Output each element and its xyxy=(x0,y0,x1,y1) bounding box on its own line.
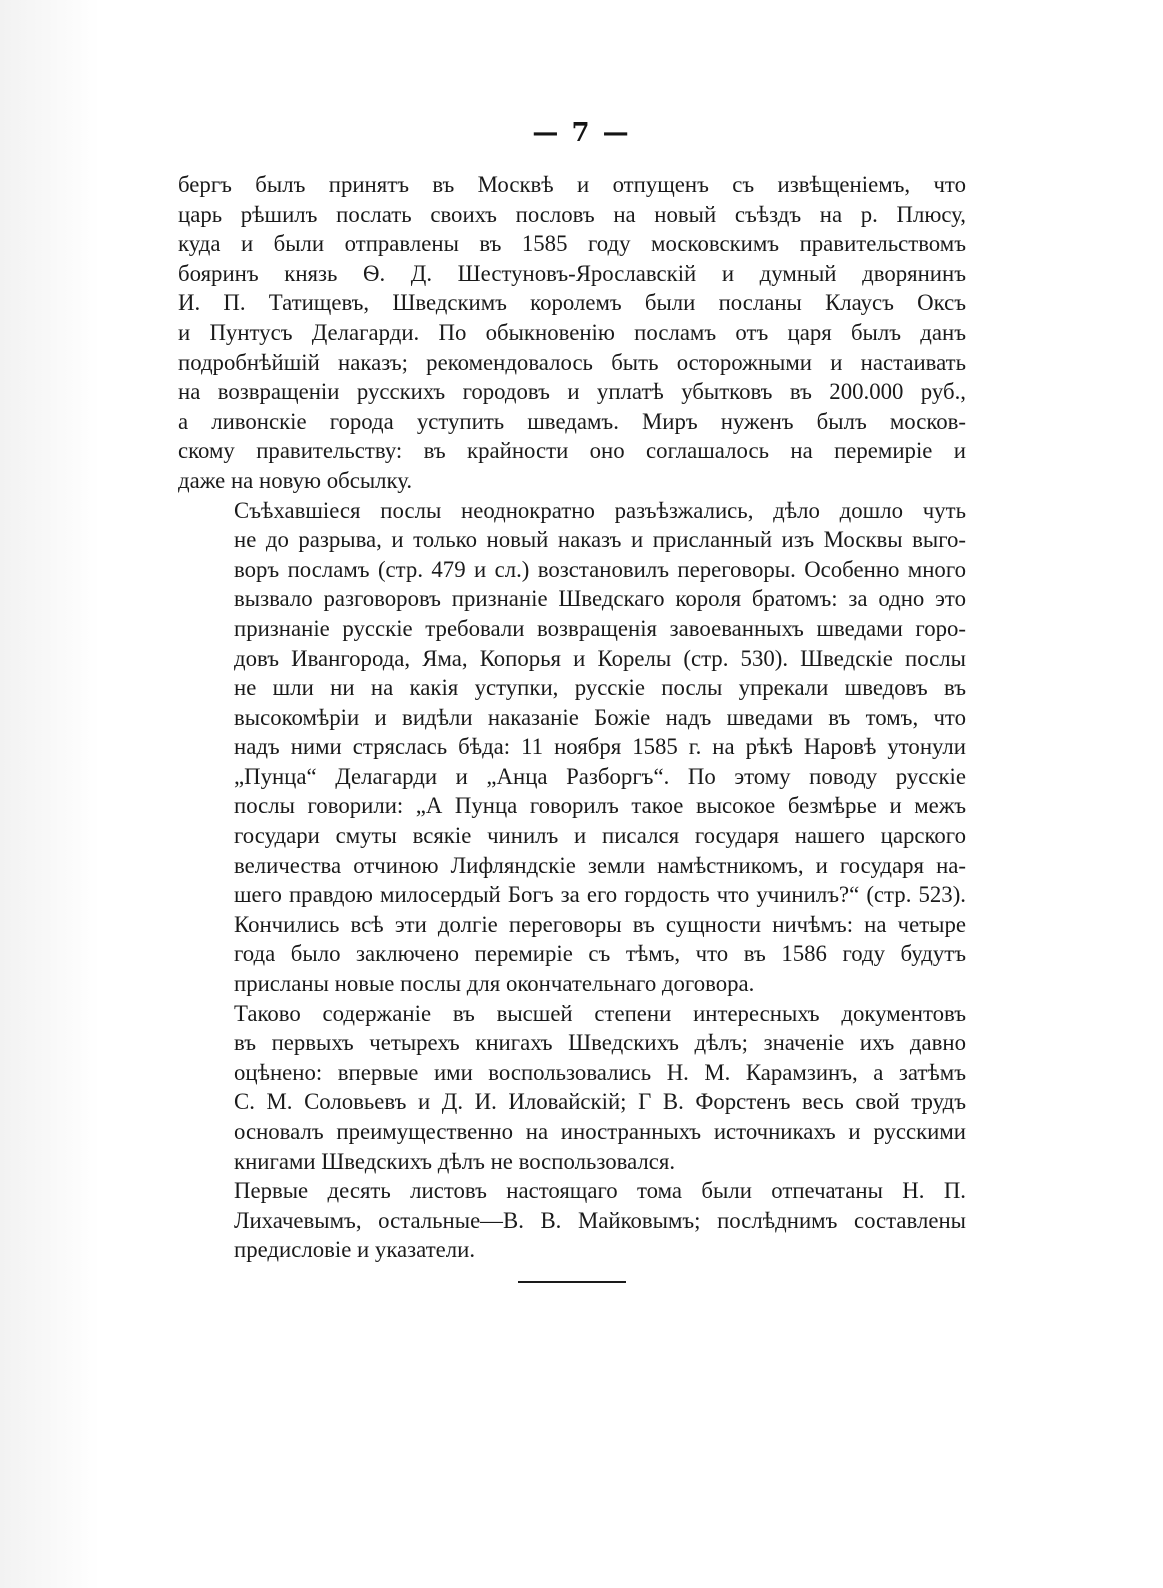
text-line: въ первыхъ четырехъ книгахъ Шведскихъ дѣлъ; значеніе ихъ давно xyxy=(234,1030,966,1056)
text-line: подробнѣйшій наказъ; рекомендовалось быть осторожными и настаивать xyxy=(178,349,966,375)
paragraph-2 xyxy=(178,496,966,999)
text-line: И. П. Татищевъ, Шведскимъ королемъ были посланы Клаусъ Оксъ xyxy=(178,290,966,316)
text-line: даже на новую обсылку. xyxy=(178,467,413,493)
text-line: Таково содержаніе въ высшей степени интересныхъ документовъ xyxy=(234,1000,966,1026)
text-line: на возвращеніи русскихъ городовъ и уплатѣ убытковъ въ 200.000 руб., xyxy=(178,379,966,405)
text-line: вызвало разговоровъ признаніе Шведскаго короля братомъ: за одно это xyxy=(234,586,966,612)
text-line: а ливонскіе города уступить шведамъ. Миръ нуженъ былъ москов- xyxy=(178,408,966,434)
text-line: послы говорили: „А Пунца говорилъ такое высокое безмѣрье и межъ xyxy=(234,793,966,819)
scan-edge-shading xyxy=(0,0,100,1588)
text-line: скому правительству: въ крайности оно соглашалось на перемиріе и xyxy=(178,438,966,464)
text-line: оцѣнено: впервые ими воспользовались Н. М. Карамзинъ, а затѣмъ xyxy=(234,1059,966,1085)
text-line: „Пунца“ Делагарди и „Анца Разборгъ“. По этому поводу русскіе xyxy=(234,763,966,789)
text-line: признаніе русскіе требовали возвращенія завоеванныхъ шведами горо- xyxy=(234,615,966,641)
text-line: книгами Шведскихъ дѣлъ не воспользовался. xyxy=(234,1148,676,1174)
text-line: воръ посламъ (стр. 479 и сл.) возстановилъ переговоры. Особенно много xyxy=(234,556,966,582)
text-line: присланы новые послы для окончательнаго договора. xyxy=(234,971,755,997)
text-line: Лихачевымъ, остальные—В. В. Майковымъ; послѣднимъ составлены xyxy=(234,1207,966,1233)
text-line: Съѣхавшіеся послы неоднократно разъѣзжались, дѣло дошло чуть xyxy=(234,497,966,523)
text-line: царь рѣшилъ послать своихъ пословъ на новый съѣздъ на р. Плюсу, xyxy=(178,201,966,227)
text-line: высокомѣріи и видѣли наказаніе Божіе надъ шведами въ томъ, что xyxy=(234,704,966,730)
paragraph-3 xyxy=(178,999,966,1177)
text-line: не до разрыва, и только новый наказъ и присланный изъ Москвы выго- xyxy=(234,527,966,553)
text-line: куда и были отправлены въ 1585 году московскимъ правительствомъ xyxy=(178,231,966,257)
text-line: бояринъ князь Ѳ. Д. Шестуновъ-Ярославскій и думный дворянинъ xyxy=(178,260,966,286)
text-line: С. М. Соловьевъ и Д. И. Иловайскій; Г В. Форстенъ весь свой трудъ xyxy=(234,1089,966,1115)
text-line: Кончились всѣ эти долгіе переговоры въ сущности ничѣмъ: на четыре xyxy=(234,911,966,937)
paragraph-1 xyxy=(178,170,966,496)
page-number: — 7 — xyxy=(532,118,631,148)
closing-rule xyxy=(518,1281,626,1283)
text-line: основалъ преимущественно на иностранныхъ источникахъ и русскими xyxy=(234,1119,966,1144)
text-line: надъ ними стряслась бѣда: 11 ноября 1585 г. на рѣкѣ Наровѣ утонули xyxy=(234,734,966,760)
text-line: довъ Ивангорода, Яма, Копорья и Корелы (стр. 530). Шведскіе послы xyxy=(234,645,966,671)
text-line: не шли ни на какія уступки, русскіе послы упрекали шведовъ въ xyxy=(234,675,966,701)
text-line: и Пунтусъ Делагарди. По обыкновенію посламъ отъ царя былъ данъ xyxy=(178,319,966,345)
text-line: бергъ былъ принятъ въ Москвѣ и отпущенъ съ извѣщеніемъ, что xyxy=(178,172,966,197)
text-line: шего правдою милосердый Богъ за его гордость что учинилъ?“ (стр. 523). xyxy=(234,882,966,908)
text-line: величества отчиною Лифляндскіе земли намѣстникомъ, и государя на- xyxy=(234,852,966,878)
body-text xyxy=(178,170,966,1265)
text-line: предисловіе и указатели. xyxy=(234,1237,476,1263)
paragraph-4 xyxy=(178,1176,966,1265)
text-line: года было заключено перемиріе съ тѣмъ, что въ 1586 году будутъ xyxy=(234,941,966,967)
text-line: государи смуты всякіе чинилъ и писался государя нашего царского xyxy=(234,823,966,849)
text-line: Первые десять листовъ настоящаго тома были отпечатаны Н. П. xyxy=(234,1178,966,1204)
